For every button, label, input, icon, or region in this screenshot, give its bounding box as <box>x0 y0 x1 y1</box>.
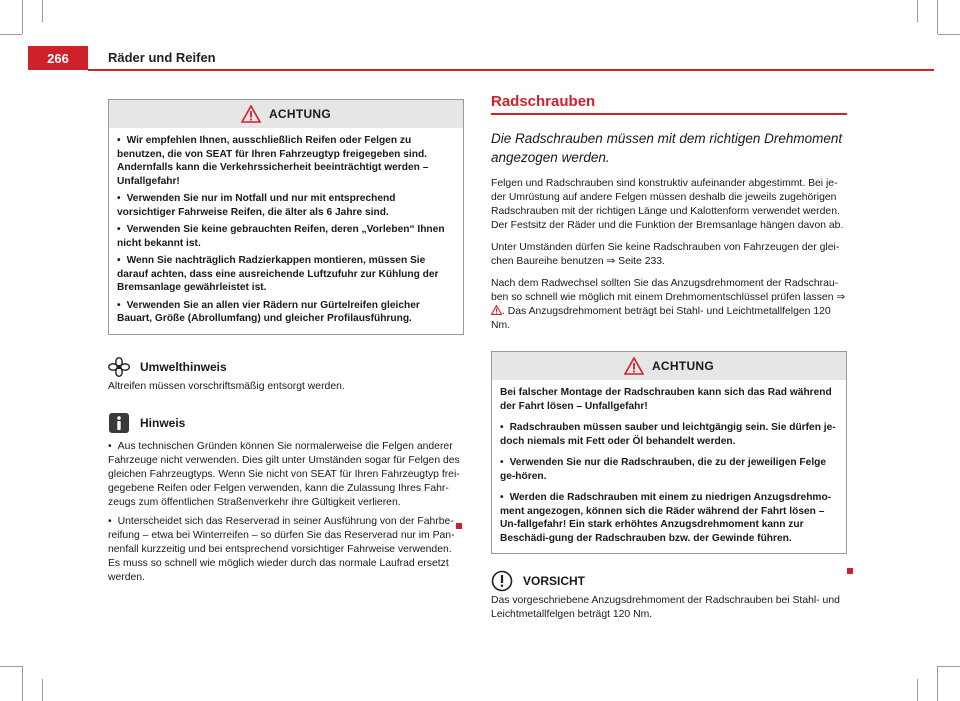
warning-item: • Werden die Radschrauben mit einem zu niedrigen Anzugsdrehmo-ment angezogen, können sich die Räder während der Fahrt lösen – Un-fallgefahr! Ein stark erhöhtes Anzugsdrehmoment kann zur Beschädi-gung der Radschrauben bzw. der Gewinde führen. <box>500 491 838 545</box>
crop-mark <box>937 0 938 34</box>
warning-triangle-icon <box>241 105 261 123</box>
warning-item: • Wir empfehlen Ihnen, ausschließlich Reifen oder Felgen zu benutzen, die von SEAT für Ihren Fahrzeugtyp freigegeben sind. Andernfalls kann die Verkehrssicherheit beeinträchtigt werden – Unfallgefahr! <box>117 134 455 188</box>
crop-mark <box>22 666 23 701</box>
warning-body <box>492 380 846 553</box>
section-title: Radschrauben <box>491 95 847 115</box>
crop-mark <box>22 0 23 34</box>
paragraph <box>491 277 847 333</box>
flower-icon <box>108 357 130 377</box>
crop-mark <box>917 679 918 701</box>
crop-mark <box>42 679 43 701</box>
warning-intro: Bei falscher Montage der Radschrauben kann sich das Rad während der Fahrt lösen – Unfallgefahr! <box>500 387 832 412</box>
warning-item: • Verwenden Sie nur die Radschrauben, die zu der jeweiligen Felge ge-hören. <box>500 456 838 483</box>
warning-label: ACHTUNG <box>651 359 715 373</box>
left-column <box>108 99 464 590</box>
environment-text-block <box>108 380 464 394</box>
crop-mark <box>42 0 43 22</box>
environment-heading <box>108 357 464 377</box>
warning-item: • Verwenden Sie nur im Notfall und nur mit entsprechend vorsichtiger Fahrweise Reifen, die älter als 6 Jahre sind. <box>117 192 455 219</box>
warning-body <box>109 128 463 334</box>
crop-mark <box>938 666 960 667</box>
paragraph: Unter Umständen dürfen Sie keine Radschrauben von Fahrzeugen der glei-chen Baureihe benutzen ⇒ Seite 233. <box>491 242 840 267</box>
paragraph-text: . Das Anzugsdrehmoment beträgt bei Stahl- und Leichtmetallfelgen 120 Nm. <box>491 306 831 331</box>
crop-mark <box>0 666 22 667</box>
warning-item: • Radschrauben müssen sauber und leichtgängig sein. Sie dürfen je-doch niemals mit Fett oder Öl behandelt werden. <box>500 421 838 448</box>
crop-mark <box>0 34 22 35</box>
exclamation-icon <box>491 570 513 592</box>
section-end-mark <box>456 523 462 529</box>
environment-label: Umwelthinweis <box>140 359 227 374</box>
crop-mark <box>937 666 938 701</box>
crop-mark <box>938 34 960 35</box>
warning-item: • Wenn Sie nachträglich Radzierkappen montieren, müssen Sie darauf achten, dass eine ausreichende Luftzufuhr zur Kühlung der Bremsanlage gewährleistet ist. <box>117 254 455 295</box>
section-end-mark <box>847 568 853 574</box>
paragraph: Felgen und Radschrauben sind konstruktiv aufeinander abgestimmt. Bei je-der Umrüstung auf andere Felgen müssen deshalb die jeweils zugehörigen Radschrauben mit der richtigen Länge und Kalottenform verwendet werden. Der Festsitz der Räder und die Funktion der Bremsanlage hängen davon ab. <box>491 178 844 231</box>
page-title: Räder und Reifen <box>108 50 216 65</box>
warning-header <box>492 352 846 380</box>
caution-text: Das vorgeschriebene Anzugsdrehmoment der Radschrauben bei Stahl- und Leichtmetallfelgen beträgt 120 Nm. <box>491 595 840 620</box>
header-rule <box>88 69 934 71</box>
paragraph-text: Nach dem Radwechsel sollten Sie das Anzugsdrehmoment der Radschrau-ben so schnell wie möglich mit einem Drehmomentschlüssel prüfen lassen ⇒ <box>491 278 846 303</box>
hint-heading <box>108 412 464 434</box>
warning-triangle-icon <box>624 357 644 375</box>
warning-box <box>491 351 847 554</box>
warning-triangle-icon[interactable] <box>491 305 502 315</box>
crop-mark <box>917 0 918 22</box>
caution-heading <box>491 570 847 592</box>
warning-label: ACHTUNG <box>268 107 332 121</box>
right-column <box>491 95 847 630</box>
environment-text: Altreifen müssen vorschriftsmäßig entsorgt werden. <box>108 380 345 392</box>
info-icon <box>108 412 130 434</box>
caution-label: VORSICHT <box>523 574 586 588</box>
caution-text-block <box>491 594 847 622</box>
hint-item: • Unterscheidet sich das Reserverad in seiner Ausführung von der Fahrbe-reifung – etwa bei Winterreifen – so dürfen Sie das Reserverad nur im Pan-nenfall kurzzeitig und bei entsprechend vorsichtiger Fahrweise verwenden. Es muss so schnell wie möglich wieder durch das normale Laufrad ersetzt werden. <box>108 515 464 585</box>
hint-label: Hinweis <box>140 415 186 430</box>
warning-header <box>109 100 463 128</box>
warning-box <box>108 99 464 335</box>
warning-item: • Verwenden Sie keine gebrauchten Reifen, deren „Vorleben“ Ihnen nicht bekannt ist. <box>117 223 455 250</box>
page-number: 266 <box>28 46 88 70</box>
hint-item: • Aus technischen Gründen können Sie normalerweise die Felgen anderer Fahrzeuge nicht verwenden. Dies gilt unter Umständen sogar für Felgen des gleichen Fahrzeugtyps. Wenn Sie nicht von SEAT für Ihren Fahrzeugtyp frei-gegebene Reifen oder Felgen verwenden, kann die Zulassung Ihres Fahr-zeugs zum öffentlichen Straßenverkehr ihre Gültigkeit verlieren. <box>108 440 464 510</box>
hint-text-block <box>108 440 464 585</box>
section-subtitle: Die Radschrauben müssen mit dem richtigen Drehmoment angezogen werden. <box>491 131 843 165</box>
warning-item: • Verwenden Sie an allen vier Rädern nur Gürtelreifen gleicher Bauart, Größe (Abrollumfang) und gleicher Profilausführung. <box>117 299 455 326</box>
